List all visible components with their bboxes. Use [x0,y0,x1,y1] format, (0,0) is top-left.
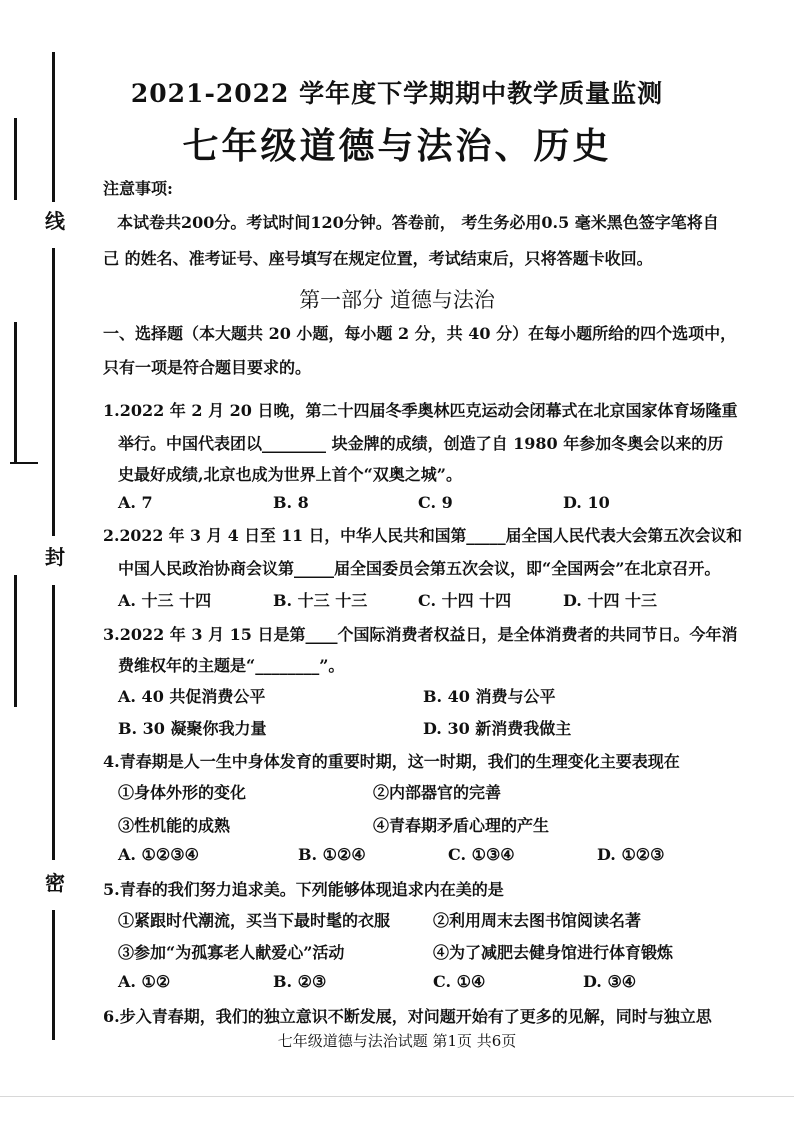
question-5-item-2: ②利用周末去图书馆阅读名著 [433,911,642,930]
page-footer: 七年级道德与法治试题 第1页 共6页 [277,1032,517,1050]
margin-fill-line-2 [14,322,17,464]
question-3-line-2: 费维权年的主题是“________”。 [118,656,345,675]
question-6-line-1: 6.步入青春期，我们的独立意识不断发展，对问题开始有了更多的见解，同时与独立思 [103,1007,712,1026]
margin-char-seal: 封 [45,545,65,569]
question-4-item-2: ②内部器官的完善 [373,783,502,802]
question-1-line-2: 举行。中国代表团以________ 块金牌的成绩，创造了自 1980 年参加冬奥会以来的历 [118,434,724,453]
question-1-option-c: C. 9 [418,493,453,512]
question-4-line-1: 4.青春期是人一生中身体发育的重要时期，这一时期，我们的生理变化主要表现在 [103,752,680,771]
question-1-option-d: D. 10 [563,493,610,512]
instructions-line-1: 一、选择题（本大题共 20 小题，每小题 2 分，共 40 分）在每小题所给的四个选项中， [103,324,737,343]
notice-label: 注意事项: [103,179,173,198]
question-4-item-3: ③性机能的成熟 [118,816,231,835]
question-3-option-b: B. 40 消费与公平 [423,687,556,706]
question-2-line-1: 2.2022 年 3 月 4 日至 11 日，中华人民共和国第_____届全国人民代表大会第五次会议和 [103,526,743,545]
notice-line-2: 己 的姓名、准考证号、座号填写在规定位置，考试结束后，只将答题卡收回。 [103,249,653,268]
margin-fill-line-3 [14,575,17,707]
question-4-option-b: B. ①②④ [298,845,366,864]
binding-rule-mid2 [52,585,55,860]
notice-line-1: 本试卷共200分。考试时间120分钟。答卷前， 考生务必用0.5 毫米黑色签字笔将自 [117,213,719,232]
exam-subtitle: 七年级道德与法治、历史 [182,126,612,167]
question-4-item-1: ①身体外形的变化 [118,783,247,802]
question-5-option-c: C. ①④ [433,972,486,991]
question-2-option-d: D. 十四 十三 [563,591,658,610]
question-1-option-b: B. 8 [273,493,309,512]
question-2-line-2: 中国人民政治协商会议第_____届全国委员会第五次会议，即“全国两会”在北京召开。 [118,559,721,578]
question-1-line-1: 1.2022 年 2 月 20 日晚，第二十四届冬季奥林匹克运动会闭幕式在北京国家体育场隆重 [103,401,738,420]
question-5-option-d: D. ③④ [583,972,637,991]
bottom-divider [0,1096,794,1097]
question-1-line-3: 史最好成绩,北京也成为世界上首个“双奥之城”。 [118,465,462,484]
question-5-item-3: ③参加“为孤寡老人献爱心”活动 [118,943,345,962]
instructions-line-2: 只有一项是符合题目要求的。 [103,358,312,377]
exam-title: 2021-2022 学年度下学期期中教学质量监测 [130,79,664,108]
section-title: 第一部分 道德与法治 [299,288,495,312]
question-2-option-b: B. 十三 十三 [273,591,368,610]
question-3-option-c: B. 30 凝聚你我力量 [118,719,267,738]
question-2-option-a: A. 十三 十四 [118,591,212,610]
question-5-option-b: B. ②③ [273,972,327,991]
question-4-option-a: A. ①②③④ [118,845,199,864]
binding-rule-bottom [52,910,55,1040]
question-3-line-1: 3.2022 年 3 月 15 日是第____个国际消费者权益日，是全体消费者的共同节日。今年消 [103,625,738,644]
question-5-option-a: A. ①② [118,972,171,991]
question-1-option-a: A. 7 [118,493,153,512]
question-4-item-4: ④青春期矛盾心理的产生 [373,816,550,835]
question-4-option-c: C. ①③④ [448,845,515,864]
question-5-item-1: ①紧跟时代潮流，买当下最时髦的衣服 [118,911,391,930]
margin-char-line: 线 [45,209,65,233]
question-5-item-4: ④为了减肥去健身馆进行体育锻炼 [433,943,674,962]
question-3-option-d: D. 30 新消费我做主 [423,719,572,738]
question-4-option-d: D. ①②③ [597,845,665,864]
margin-char-secret: 密 [45,871,65,895]
margin-tick [10,462,38,464]
question-3-option-a: A. 40 共促消费公平 [118,687,266,706]
question-5-line-1: 5.青春的我们努力追求美。下列能够体现追求内在美的是 [103,880,504,899]
question-2-option-c: C. 十四 十四 [418,591,512,610]
